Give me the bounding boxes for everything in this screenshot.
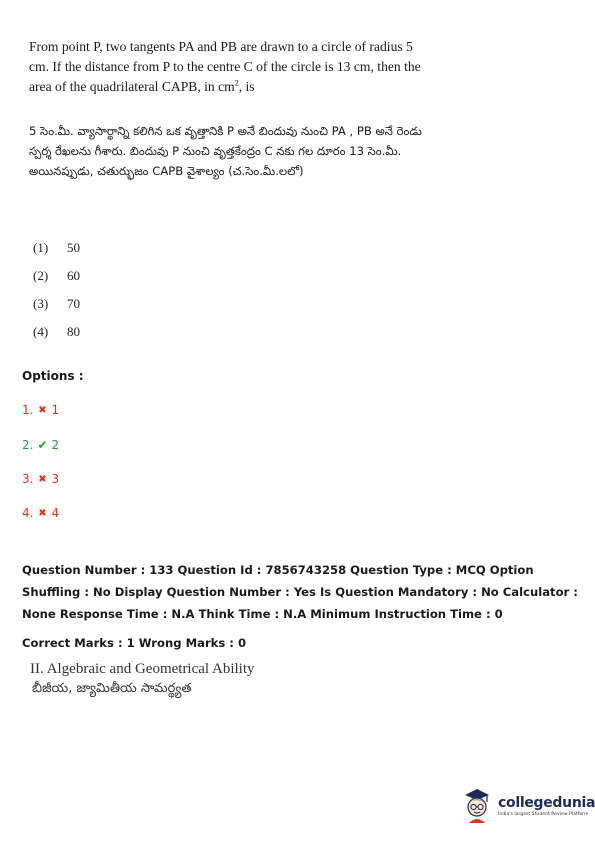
- cross-icon: ✖: [38, 507, 47, 519]
- mascot-icon: [462, 788, 492, 824]
- marks-info: Correct Marks : 1 Wrong Marks : 0: [22, 636, 247, 650]
- option-item: 3. ✖ 3: [22, 472, 60, 486]
- answer-choices: [33, 240, 80, 352]
- question-metadata: Question Number : 133 Question Id : 7856743258 Question Type : MCQ Option Shuffling : No Display Question Number : Yes Is Question Mandatory : No Calculator : None Response Time : N.A Think Time : N.A Minimum Instruction Time : 0: [22, 563, 578, 621]
- answer-choice: (4) 80: [33, 324, 80, 339]
- answer-choice: (2) 60: [33, 268, 80, 283]
- question-text-english: From point P, two tangents PA and PB are drawn to a circle of radius 5 cm. If the distance from P to the centre C of the circle is 13 cm, then the area of the quadrilateral CAPB, in $cm^2$, is: [29, 39, 421, 94]
- logo-wordmark: collegedunia: [498, 795, 595, 811]
- answer-choice: (1) 50: [33, 240, 80, 255]
- logo-tagline: India's largest Student Review Platform: [498, 812, 589, 817]
- check-icon: ✔: [37, 438, 48, 452]
- answer-choice: (3) 70: [33, 296, 80, 311]
- option-item: 4. ✖ 4: [22, 506, 60, 520]
- section-title-telugu: బీజీయ, జ్యామితీయ సామర్థ్యత: [32, 681, 192, 696]
- question-text-telugu: 5 సెం.మీ. వ్యాసార్థాన్ని కలిగిన ఒక వృత్తానికి P అనే బిందువు నుంచి PA , PB అనే రెండు స్పర్శ రేఖలను గీశారు. బిందువు P నుంచి వృత్తకేంద్రం C నకు గల దూరం 13 సెం.మీ. అయినప్పుడు, చతుర్భుజం CAPB వైశాల్యం (చ.సెం.మీ.లలో): [29, 124, 422, 178]
- section-heading: [30, 659, 255, 699]
- option-item: 2. ✔ 2: [22, 438, 60, 452]
- superscript: 2: [234, 78, 239, 88]
- section-title-english: II. Algebraic and Geometrical Ability: [30, 661, 255, 677]
- collegedunia-logo: [462, 788, 595, 824]
- options-heading: Options :: [22, 369, 84, 383]
- cross-icon: ✖: [38, 404, 47, 416]
- cross-icon: ✖: [38, 473, 47, 485]
- option-item: 1. ✖ 1: [22, 403, 60, 417]
